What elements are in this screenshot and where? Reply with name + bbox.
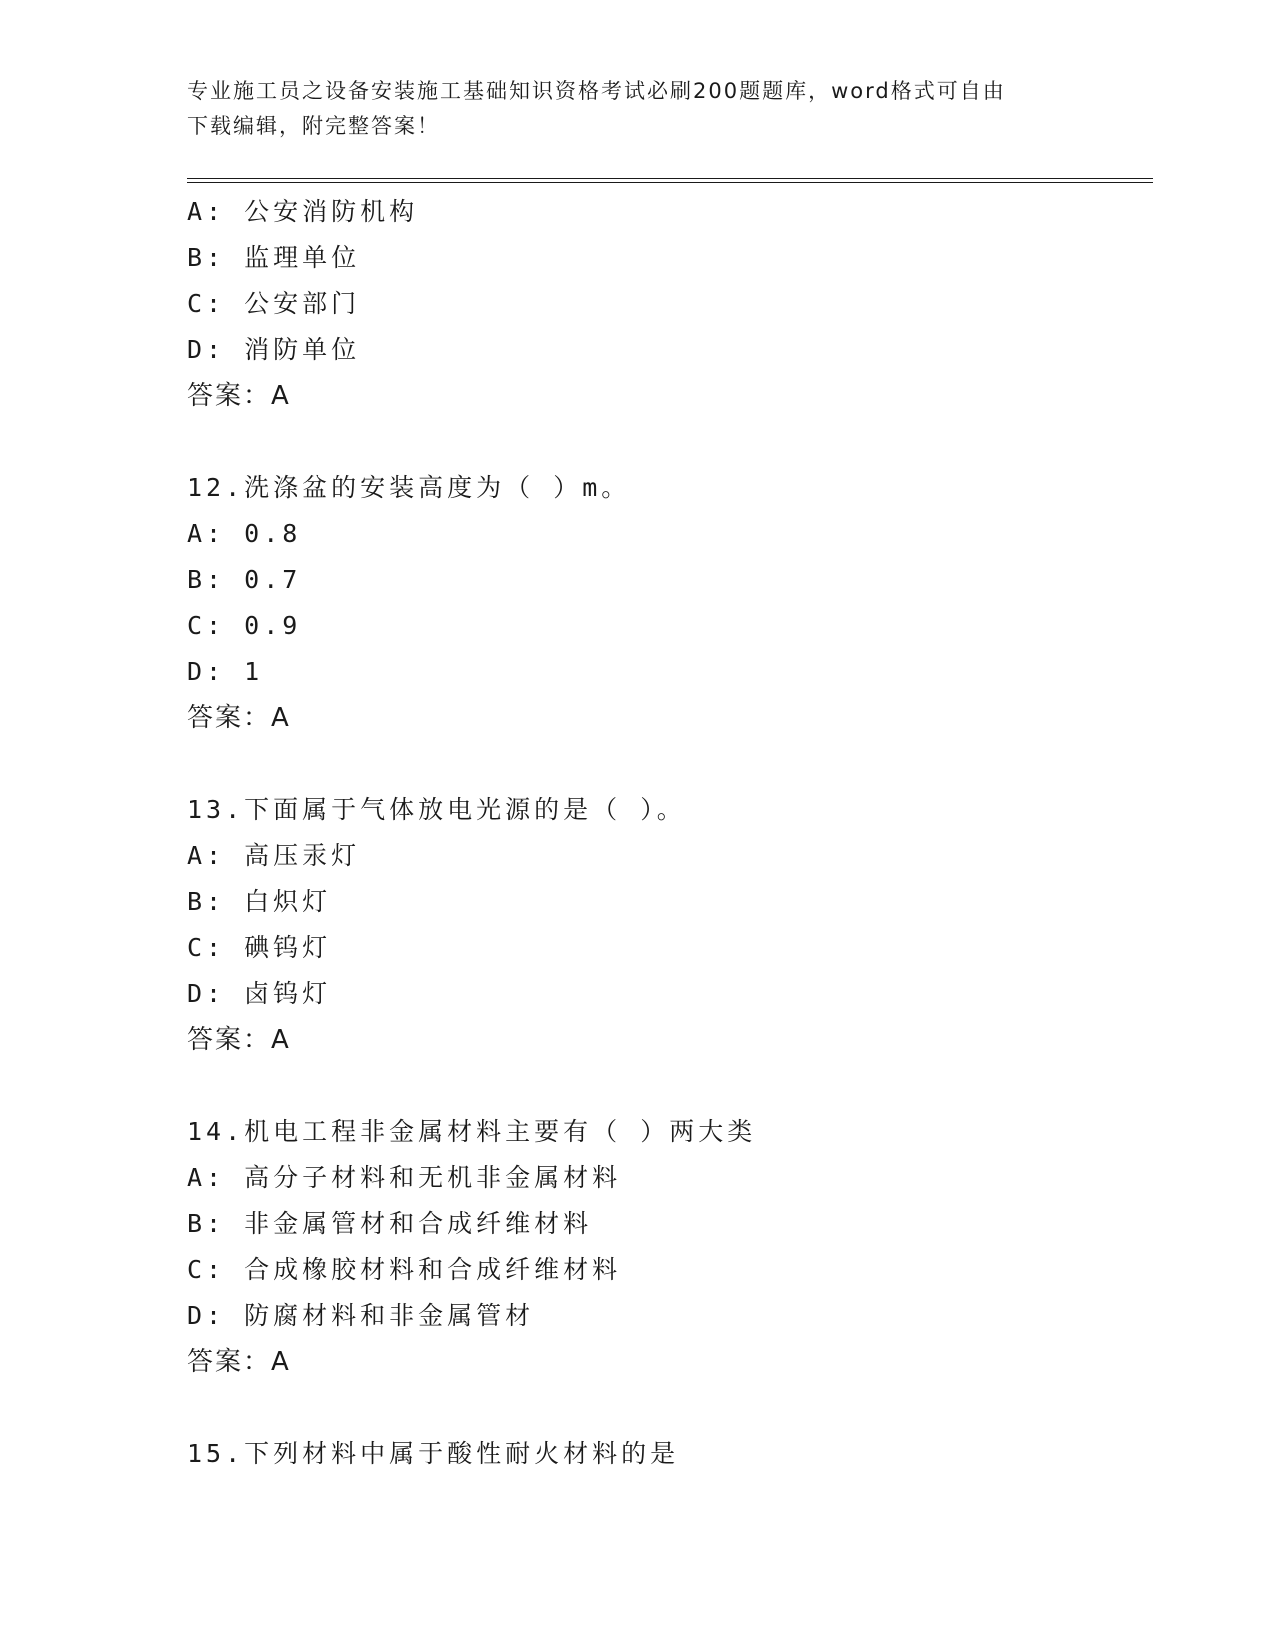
option-b: B: 非金属管材和合成纤维材料	[187, 1209, 593, 1238]
question-text: 13.下面属于气体放电光源的是（ ）。	[187, 795, 686, 824]
spacer	[187, 741, 1153, 787]
spacer	[187, 1063, 1153, 1109]
question-block-15	[187, 1431, 1153, 1477]
document-header	[187, 74, 1087, 144]
option-a: A: 公安消防机构	[187, 197, 419, 226]
answer-line: 答案：A	[187, 1025, 291, 1055]
option-c: C: 合成橡胶材料和合成纤维材料	[187, 1255, 622, 1284]
option-a: A: 高分子材料和无机非金属材料	[187, 1163, 622, 1192]
answer-line: 答案：A	[187, 703, 291, 733]
question-list	[187, 189, 1153, 1477]
option-b: B: 白炽灯	[187, 887, 332, 916]
question-text: 12.洗涤盆的安装高度为（ ）m。	[187, 473, 631, 502]
question-block-14	[187, 1109, 1153, 1385]
option-c: C: 0.9	[187, 611, 302, 640]
question-block-11	[187, 189, 1153, 419]
header-line-2: 下载编辑，附完整答案！	[187, 114, 440, 138]
option-a: A: 0.8	[187, 519, 302, 548]
spacer	[187, 1385, 1153, 1431]
option-d: D: 卤钨灯	[187, 979, 332, 1008]
option-d: D: 防腐材料和非金属管材	[187, 1301, 535, 1330]
option-b: B: 0.7	[187, 565, 302, 594]
option-c: C: 碘钨灯	[187, 933, 332, 962]
header-line-1: 专业施工员之设备安装施工基础知识资格考试必刷200题题库，word格式可自由	[187, 79, 1006, 103]
answer-line: 答案：A	[187, 1347, 291, 1377]
header-divider-top	[187, 178, 1153, 179]
option-a: A: 高压汞灯	[187, 841, 361, 870]
question-text: 15.下列材料中属于酸性耐火材料的是	[187, 1439, 680, 1468]
answer-line: 答案：A	[187, 381, 291, 411]
option-b: B: 监理单位	[187, 243, 361, 272]
question-text: 14.机电工程非金属材料主要有（ ）两大类	[187, 1117, 757, 1146]
question-block-12	[187, 465, 1153, 741]
option-d: D: 1	[187, 657, 264, 686]
header-divider-bottom	[187, 182, 1153, 183]
spacer	[187, 419, 1153, 465]
question-block-13	[187, 787, 1153, 1063]
option-d: D: 消防单位	[187, 335, 361, 364]
option-c: C: 公安部门	[187, 289, 361, 318]
